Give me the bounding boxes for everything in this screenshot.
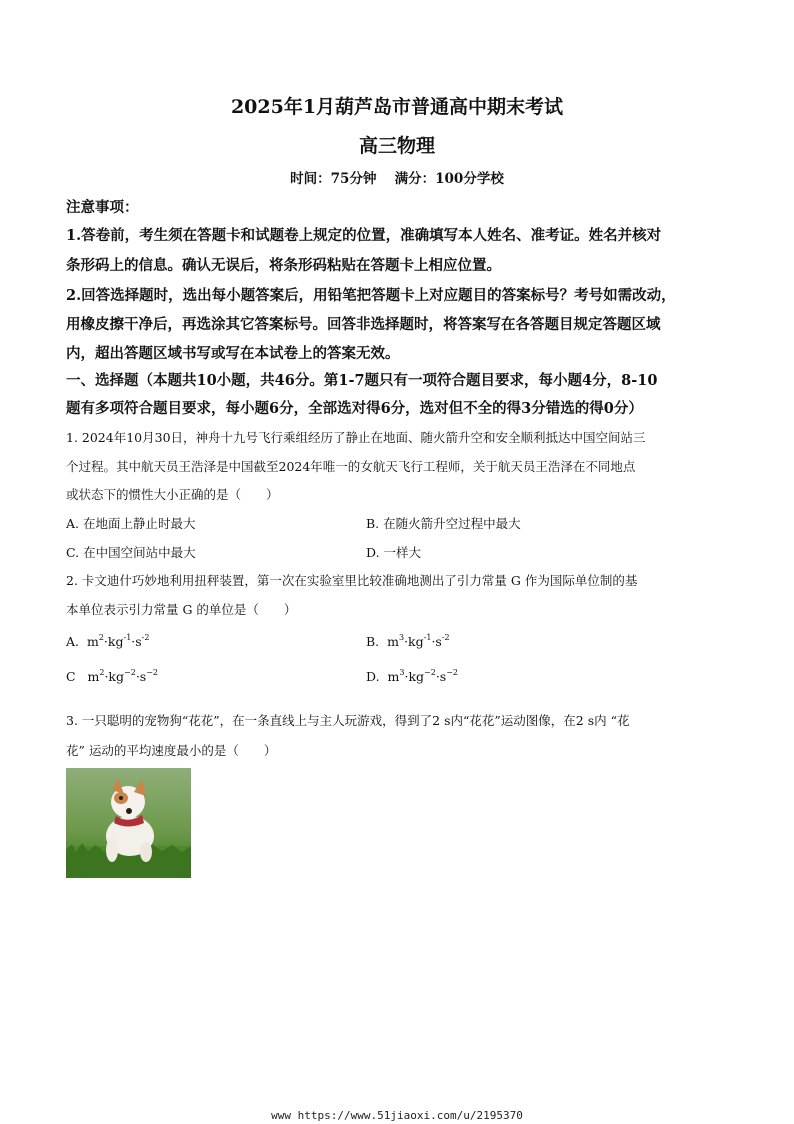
q2-option-c-m-exp: 2 <box>99 668 105 677</box>
q1-option-a: A. 在地面上静止时最大 <box>66 516 196 531</box>
q2-option-b-s-exp: -2 <box>441 633 450 642</box>
q2-option-d-label: D. <box>366 669 380 684</box>
notice-item2-line3: 内，超出答题区域书写或写在本试卷上的答案无效。 <box>66 345 400 362</box>
q2-option-d-kg: ·kg <box>404 669 425 684</box>
q2-option-a-s-exp: -2 <box>141 633 150 642</box>
q2-option-c-kg: ·kg <box>104 669 125 684</box>
exam-title: 2025年1月葫芦岛市普通高中期末考试 <box>230 96 564 118</box>
q2-option-d <box>366 669 458 684</box>
q2-option-d-s: ·s <box>435 669 447 684</box>
notice-item2-line1: 2.回答选择题时，选出每小题答案后，用铅笔把答题卡上对应题目的答案标号？考号如需改动， <box>66 287 676 304</box>
footer-url[interactable]: www https://www.51jiaoxi.com/u/2195370 <box>271 1109 523 1122</box>
section1-line1: 一、选择题（本题共10小题，共46分。第1-7题只有一项符合题目要求，每小题4分，8-10 <box>66 372 658 389</box>
q2-option-d-s-exp: −2 <box>446 668 459 677</box>
q2-option-b-s: ·s <box>431 634 442 649</box>
q3-line2: 花” 运动的平均速度最小的是（ ） <box>66 743 277 758</box>
q1-option-d: D. 一样大 <box>366 545 422 560</box>
q2-option-c <box>66 669 158 684</box>
q2-option-b-label: B. <box>366 634 380 649</box>
q2-option-a-m-exp: 2 <box>98 633 104 642</box>
q2-option-b-kg: ·kg <box>404 634 424 649</box>
q2-option-c-kg-exp: −2 <box>124 668 136 677</box>
q1-line1: 1. 2024年10月30日，神舟十九号飞行乘组经历了静止在地面、随火箭升空和安全顺利抵达中国空间站三 <box>66 430 646 445</box>
exam-meta: 时间：75分钟 满分：100分学校 <box>290 171 504 187</box>
section1-line2: 题有多项符合题目要求，每小题6分，全部选对得6分，选对但不全的得3分错选的得0分） <box>66 400 643 417</box>
q3-line1: 3. 一只聪明的宠物狗“花花”，在一条直线上与主人玩游戏，得到了2 s内“花花”运动图像，在2 s内 “花 <box>66 713 630 728</box>
q2-option-b <box>366 634 450 649</box>
dog-nose <box>126 808 132 814</box>
q2-option-d-m-exp: 3 <box>399 668 405 677</box>
dog-eye <box>119 796 123 800</box>
q2-option-a-kg: ·kg <box>103 634 124 649</box>
q1-option-b: B. 在随火箭升空过程中最大 <box>366 516 521 531</box>
q2-option-b-m-exp: 3 <box>398 633 405 642</box>
q2-option-c-s-exp: −2 <box>146 668 158 677</box>
dog-photo <box>66 768 191 878</box>
dog-leg-back <box>140 842 152 862</box>
q2-option-d-kg-exp: −2 <box>424 668 436 677</box>
dog-photo-svg <box>66 768 191 878</box>
q2-option-a-m: m <box>86 634 99 649</box>
notice-heading: 注意事项： <box>66 199 139 216</box>
q2-line1: 2. 卡文迪什巧妙地利用扭秤装置，第一次在实验室里比较准确地测出了引力常量 G 作为国际单位制的基 <box>66 573 638 588</box>
q2-option-c-label: C <box>66 669 76 684</box>
q2-option-a-s: ·s <box>131 634 142 649</box>
q2-option-d-m: m <box>387 669 400 684</box>
q2-option-a <box>66 634 149 649</box>
q2-option-a-kg-exp: -1 <box>123 633 132 642</box>
exam-subtitle: 高三物理 <box>358 135 435 157</box>
notice-item2-line2: 用橡皮擦干净后，再选涂其它答案标号。回答非选择题时，将答案写在各答题目规定答题区域 <box>66 316 661 333</box>
dog-leg-front <box>106 838 118 862</box>
notice-item1-line1: 1.答卷前，考生须在答题卡和试题卷上规定的位置，准确填写本人姓名、准考证。姓名并核对 <box>66 227 662 244</box>
q1-option-c: C. 在中国空间站中最大 <box>66 545 196 560</box>
q2-option-c-s: ·s <box>135 669 147 684</box>
notice-item1-line2: 条形码上的信息。确认无误后，将条形码粘贴在答题卡上相应位置。 <box>66 257 501 274</box>
q1-line3: 或状态下的惯性大小正确的是（ ） <box>66 487 279 502</box>
q2-option-b-m: m <box>387 634 399 649</box>
q2-option-c-m: m <box>87 669 100 684</box>
q2-option-a-label: A. <box>66 634 80 649</box>
q1-line2: 个过程。其中航天员王浩泽是中国截至2024年唯一的女航天飞行工程师，关于航天员王浩泽在不同地点 <box>66 459 636 474</box>
q2-option-b-kg-exp: -1 <box>423 633 432 642</box>
q2-line2: 本单位表示引力常量 G 的单位是（ ） <box>66 602 297 617</box>
